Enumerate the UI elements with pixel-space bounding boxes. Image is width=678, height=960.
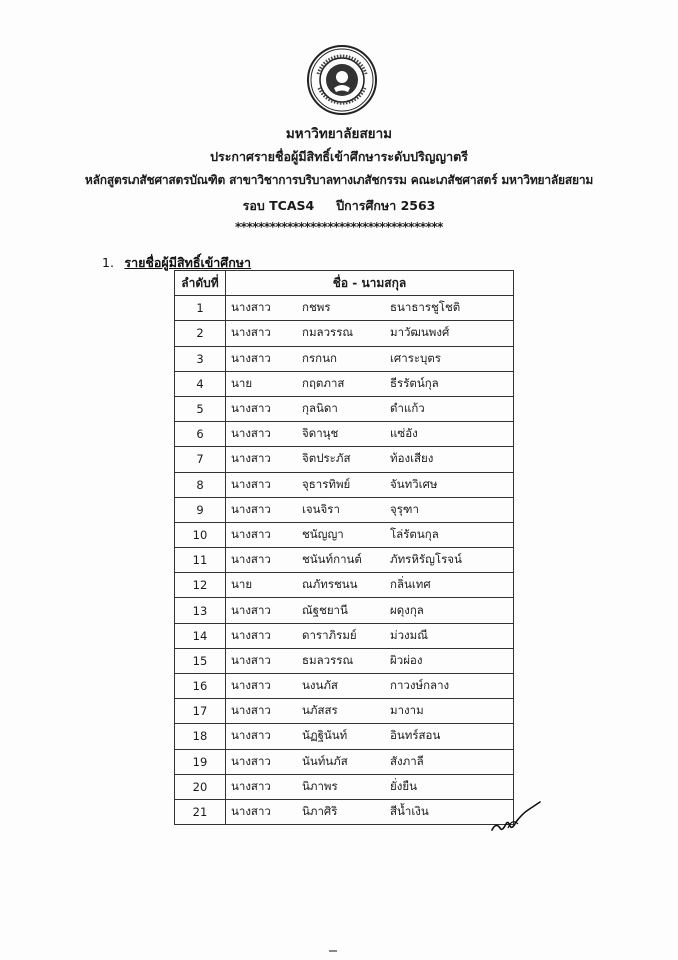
row-name-cell — [226, 674, 514, 699]
section-number: 1. — [102, 255, 114, 270]
first-name: กฤตภาส — [302, 375, 345, 390]
first-name: ชนัญญา — [302, 526, 344, 541]
first-name: นัฏฐินันท์ — [302, 728, 348, 743]
first-name: นงนภัส — [302, 678, 338, 693]
first-name: กรกนก — [302, 350, 337, 365]
name-group — [226, 576, 513, 594]
last-name: เศาระบุตร — [390, 350, 441, 365]
last-name: ยั่งยืน — [390, 778, 417, 793]
first-name: นภัสสร — [302, 703, 338, 718]
academic-year: ปีการศึกษา 2563 — [336, 198, 436, 213]
row-number: 7 — [175, 447, 226, 472]
row-number: 2 — [175, 321, 226, 346]
row-name-cell — [226, 472, 514, 497]
row-number: 5 — [175, 396, 226, 421]
first-name: กมลวรรณ — [302, 325, 354, 340]
table-row — [175, 774, 514, 799]
row-name-cell — [226, 497, 514, 522]
row-name-cell — [226, 296, 514, 321]
table-header-row — [175, 271, 514, 296]
first-name: ณภัทรชนน — [302, 577, 358, 592]
table-row — [175, 447, 514, 472]
row-name-cell — [226, 799, 514, 824]
row-number: 14 — [175, 623, 226, 648]
row-name-cell — [226, 623, 514, 648]
first-name: นันท์นภัส — [302, 753, 348, 768]
university-seal-icon — [306, 44, 378, 116]
name-group — [226, 778, 513, 796]
row-name-cell — [226, 422, 514, 447]
last-name: อินทร์สอน — [390, 728, 441, 743]
name-title: นางสาว — [231, 652, 271, 667]
name-group — [226, 501, 513, 519]
name-title: นาย — [231, 375, 253, 390]
row-number: 12 — [175, 573, 226, 598]
last-name: ภัทรหิรัญโรจน์ — [390, 552, 462, 567]
last-name: ธีรรัตน์กุล — [390, 375, 439, 390]
first-name: นิภาพร — [302, 778, 338, 793]
row-name-cell — [226, 371, 514, 396]
row-number: 21 — [175, 799, 226, 824]
table-row — [175, 749, 514, 774]
row-number: 11 — [175, 548, 226, 573]
table-row — [175, 724, 514, 749]
row-name-cell — [226, 699, 514, 724]
name-title: นางสาว — [231, 426, 271, 441]
row-number: 16 — [175, 674, 226, 699]
first-name: ชนันท์กานต์ — [302, 552, 362, 567]
table-row — [175, 522, 514, 547]
table-row — [175, 497, 514, 522]
table-row — [175, 371, 514, 396]
roster-body — [175, 296, 514, 825]
name-group — [226, 803, 513, 821]
table-row — [175, 296, 514, 321]
last-name: กลิ่นเทศ — [390, 577, 431, 592]
table-row — [175, 548, 514, 573]
first-name: กชพร — [302, 300, 331, 315]
name-title: นางสาว — [231, 627, 271, 642]
name-group — [226, 677, 513, 695]
name-title: นางสาว — [231, 300, 271, 315]
row-number: 20 — [175, 774, 226, 799]
row-name-cell — [226, 648, 514, 673]
row-number: 4 — [175, 371, 226, 396]
first-name: ดาราภิรมย์ — [302, 627, 357, 642]
name-title: นางสาว — [231, 804, 271, 819]
name-group — [226, 702, 513, 720]
round-line — [0, 196, 678, 216]
row-number: 8 — [175, 472, 226, 497]
name-group — [226, 627, 513, 645]
row-number: 6 — [175, 422, 226, 447]
last-name: กาวงษ์กลาง — [390, 678, 450, 693]
footer-mark — [329, 950, 337, 952]
name-group — [226, 425, 513, 443]
first-name: นิภาศิริ — [302, 804, 338, 819]
name-group — [226, 375, 513, 393]
first-name: จิตประภัส — [302, 451, 351, 466]
header-name: ชื่อ - นามสกุล — [226, 271, 514, 296]
row-name-cell — [226, 321, 514, 346]
name-title: นางสาว — [231, 476, 271, 491]
first-name: เจนจิรา — [302, 501, 340, 516]
name-group — [226, 551, 513, 569]
name-title: นางสาว — [231, 526, 271, 541]
row-number: 15 — [175, 648, 226, 673]
row-number: 13 — [175, 598, 226, 623]
name-title: นางสาว — [231, 703, 271, 718]
row-name-cell — [226, 774, 514, 799]
table-row — [175, 573, 514, 598]
first-name: ณัฐชยานี — [302, 602, 348, 617]
name-title: นางสาว — [231, 602, 271, 617]
last-name: แซ่อัง — [390, 426, 418, 441]
last-name: ผิวผ่อง — [390, 652, 423, 667]
row-number: 17 — [175, 699, 226, 724]
name-group — [226, 602, 513, 620]
first-name: กุลนิดา — [302, 401, 338, 416]
name-title: นางสาว — [231, 678, 271, 693]
first-name: จุธารทิพย์ — [302, 476, 351, 491]
row-name-cell — [226, 573, 514, 598]
header-no: ลำดับที่ — [175, 271, 226, 296]
last-name: ดำแก้ว — [390, 401, 425, 416]
name-group — [226, 450, 513, 468]
table-row — [175, 321, 514, 346]
last-name: มางาม — [390, 703, 424, 718]
roster-table — [174, 270, 514, 825]
name-group — [226, 350, 513, 368]
row-number: 1 — [175, 296, 226, 321]
last-name: ธนาธารชูโชติ — [390, 300, 461, 315]
last-name: ท้องเสียง — [390, 451, 434, 466]
last-name: ม่วงมณี — [390, 627, 428, 642]
last-name: จันทวิเศษ — [390, 476, 438, 491]
name-title: นางสาว — [231, 728, 271, 743]
name-title: นางสาว — [231, 350, 271, 365]
name-title: นาย — [231, 577, 253, 592]
row-number: 18 — [175, 724, 226, 749]
university-title: มหาวิทยาลัยสยาม — [285, 126, 393, 142]
handwritten-signature-icon — [488, 800, 544, 836]
name-group — [226, 652, 513, 670]
last-name: สังภาลี — [390, 753, 424, 768]
row-name-cell — [226, 447, 514, 472]
last-name: จุรุฑา — [390, 501, 419, 516]
name-group — [226, 400, 513, 418]
table-row — [175, 422, 514, 447]
star-divider: ************************************ — [235, 220, 443, 234]
round-label: รอบ TCAS4 — [242, 198, 315, 213]
row-name-cell — [226, 548, 514, 573]
last-name: สีน้ำเงิน — [390, 804, 429, 819]
name-title: นางสาว — [231, 501, 271, 516]
name-group — [226, 727, 513, 745]
last-name: โล่รัตนกุล — [390, 526, 439, 541]
name-group — [226, 526, 513, 544]
name-title: นางสาว — [231, 325, 271, 340]
row-name-cell — [226, 749, 514, 774]
name-group — [226, 299, 513, 317]
table-row — [175, 346, 514, 371]
name-title: นางสาว — [231, 753, 271, 768]
name-group — [226, 753, 513, 771]
name-title: นางสาว — [231, 778, 271, 793]
table-row — [175, 472, 514, 497]
table-row — [175, 648, 514, 673]
row-number: 19 — [175, 749, 226, 774]
table-row — [175, 799, 514, 824]
table-row — [175, 674, 514, 699]
row-name-cell — [226, 346, 514, 371]
name-group — [226, 476, 513, 494]
table-row — [175, 396, 514, 421]
table-row — [175, 699, 514, 724]
last-name: ผดุงกุล — [390, 602, 424, 617]
name-title: นางสาว — [231, 552, 271, 567]
row-name-cell — [226, 598, 514, 623]
first-name: จิดานุช — [302, 426, 339, 441]
name-group — [226, 324, 513, 342]
table-row — [175, 623, 514, 648]
name-title: นางสาว — [231, 401, 271, 416]
section-title: รายชื่อผู้มีสิทธิ์เข้าศึกษา — [124, 255, 252, 270]
row-name-cell — [226, 396, 514, 421]
row-name-cell — [226, 522, 514, 547]
row-name-cell — [226, 724, 514, 749]
table-row — [175, 598, 514, 623]
announcement-title: ประกาศรายชื่อผู้มีสิทธิ์เข้าศึกษาระดับปริญญาตรี — [210, 149, 468, 164]
row-number: 3 — [175, 346, 226, 371]
last-name: มาวัฒนพงศ์ — [390, 325, 450, 340]
row-number: 9 — [175, 497, 226, 522]
first-name: ธมลวรรณ — [302, 652, 354, 667]
row-number: 10 — [175, 522, 226, 547]
program-title: หลักสูตรเภสัชศาสตรบัณฑิต สาขาวิชาการบริบาลทางเภสัชกรรม คณะเภสัชศาสตร์ มหาวิทยาลัยสยาม — [84, 173, 594, 187]
name-title: นางสาว — [231, 451, 271, 466]
